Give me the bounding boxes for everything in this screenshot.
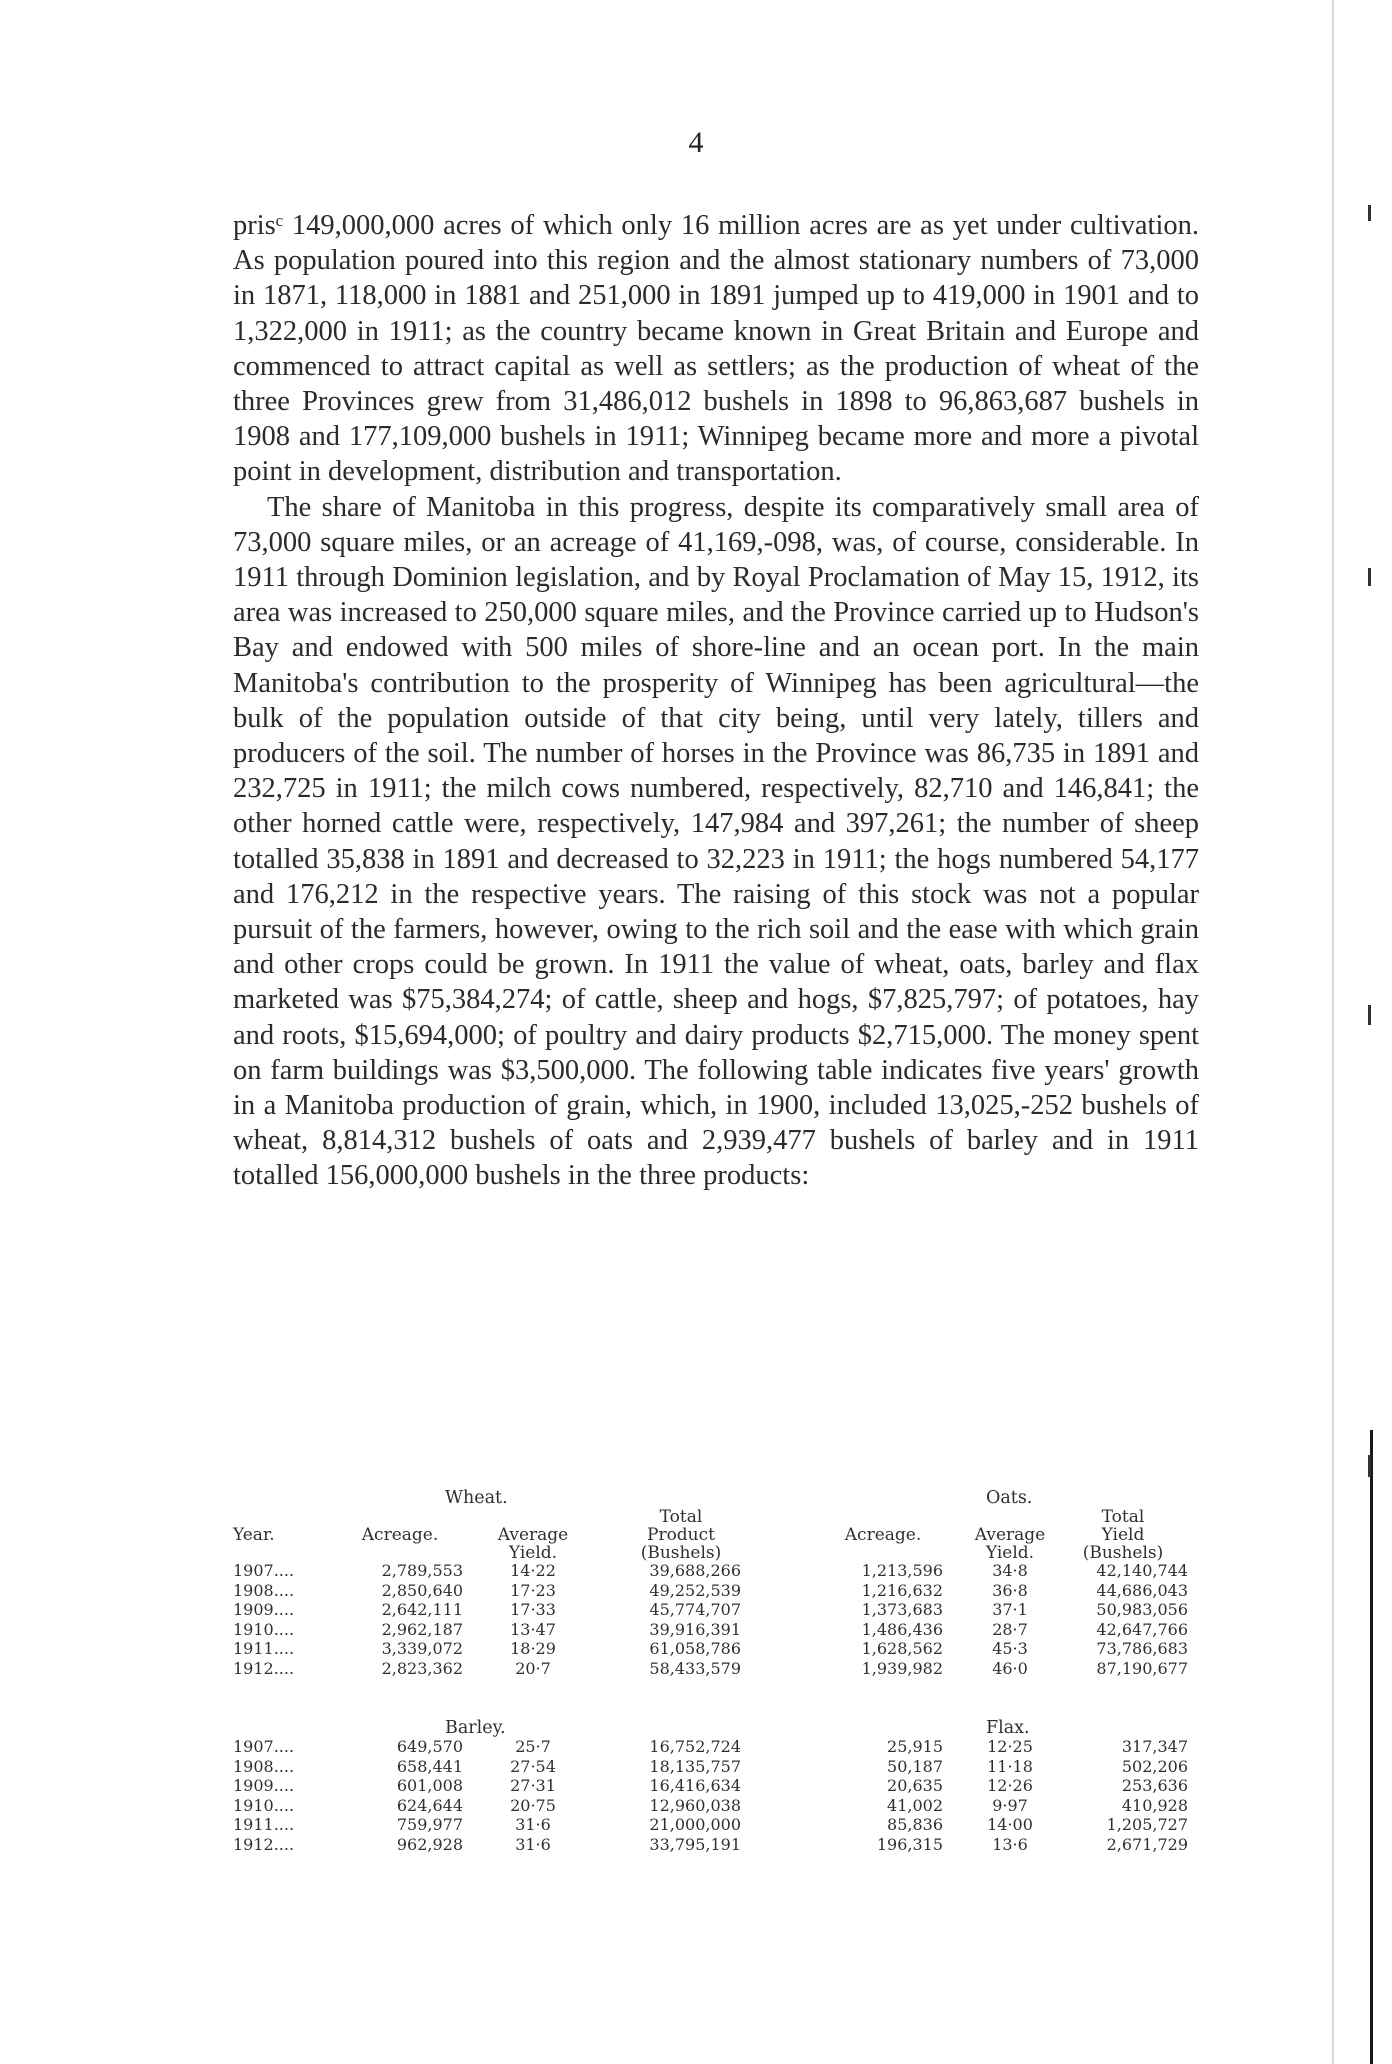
table-cell-o-avg: 28·7 bbox=[992, 1619, 1028, 1639]
wheat-group-title: Wheat. bbox=[445, 1488, 508, 1508]
table-cell-b-avg: 25·7 bbox=[515, 1737, 551, 1756]
table-cell-f-acre: 85,836 bbox=[887, 1815, 943, 1835]
page-number: 4 bbox=[688, 126, 704, 159]
table-cell-f-avg: 9·97 bbox=[992, 1795, 1028, 1815]
table-cell-w-avg: 17·23 bbox=[510, 1580, 556, 1600]
table-cell-w-acre: 3,339,072 bbox=[381, 1639, 463, 1659]
oats-group-title: Oats. bbox=[986, 1488, 1033, 1508]
table-cell-b-avg: 31·6 bbox=[515, 1815, 551, 1835]
table-cell-b-acre: 624,644 bbox=[396, 1795, 463, 1815]
table-cell-year: 1908.... bbox=[233, 1580, 295, 1600]
table-cell-f-acre: 41,002 bbox=[887, 1795, 943, 1815]
page-edge-shadow bbox=[1332, 0, 1334, 2064]
table-cell-b-acre: 649,570 bbox=[396, 1737, 463, 1756]
table-cell-year: 1908.... bbox=[233, 1756, 295, 1776]
barley-group-title: Barley. bbox=[445, 1718, 506, 1738]
paragraph: The share of Manitoba in this progress, despite its comparatively small area of 73,000 square miles, or an acreage of 41,169,-098, was, of course, considerable. In 1911 through Dominion legislation, and by Royal Proclamation of May 15, 1912, its area was increased to 250,000 square miles, and the Province carried up to Hudson's Bay and endowed with 500 miles of shore-line and an ocean port. In the main Manitoba's contribution to the prosperity of Winnipeg has been agricultural—the bulk of the population outside of that city being, until very lately, tillers and producers of the soil. The number of horses in the Province was 86,735 in 1891 and 232,725 in 1911; the milch cows numbered, respectively, 82,710 and 146,841; the other horned cattle were, respectively, 147,984 and 397,261; the number of sheep totalled 35,838 in 1891 and decreased to 32,223 in 1911; the hogs numbered 54,177 and 176,212 in the respective years. The raising of this stock was not a popular pursuit of the farmers, however, owing to the rich soil and the ease with which grain and other crops could be grown. In 1911 the value of wheat, oats, barley and flax marketed was $75,384,274; of cattle, sheep and hogs, $7,825,797; of potatoes, hay and roots, $15,694,000; of poultry and dairy products $2,715,000. The money spent on farm buildings was $3,500,000. The following table indicates five years' growth in a Manitoba production of grain, which, in 1900, included 13,025,-252 bushels of wheat, 8,814,312 bushels of oats and 2,939,477 bushels of barley and in 1911 totalled 156,000,000 bushels in the three products: bbox=[233, 491, 1199, 1192]
table-cell-f-total: 2,671,729 bbox=[1106, 1835, 1188, 1854]
table-cell-b-avg: 27·54 bbox=[510, 1756, 556, 1776]
column-header: Total bbox=[659, 1507, 703, 1527]
column-header: (Bushels) bbox=[640, 1543, 722, 1563]
table-cell-f-avg: 11·18 bbox=[987, 1756, 1033, 1776]
column-header: Average bbox=[974, 1525, 1046, 1545]
edge-mark bbox=[1368, 1455, 1371, 1477]
table-cell-b-avg: 31·6 bbox=[515, 1835, 551, 1854]
edge-mark bbox=[1368, 568, 1371, 586]
table-cell-o-avg: 36·8 bbox=[992, 1580, 1028, 1600]
table-cell-year: 1910.... bbox=[233, 1795, 295, 1815]
column-header: Yield bbox=[1101, 1525, 1145, 1545]
table-cell-w-total: 61,058,786 bbox=[649, 1639, 741, 1659]
paragraph: prisᶜ 149,000,000 acres of which only 16 million acres are as yet under cultivation. As population poured into this region and the almost stationary numbers of 73,000 in 1871, 118,000 in 1881 and 251,000 in 1891 jumped up to 419,000 in 1901 and to 1,322,000 in 1911; as the country became known in Great Britain and Europe and commenced to attract capital as well as settlers; as the production of wheat of the three Provinces grew from 31,486,012 bushels in 1898 to 96,863,687 bushels in 1908 and 177,109,000 bushels in 1911; Winnipeg became more and more a pivotal point in development, distribution and transportation. bbox=[233, 210, 1199, 488]
table-cell-o-total: 42,647,766 bbox=[1096, 1619, 1188, 1639]
table-cell-b-avg: 20·75 bbox=[510, 1795, 556, 1815]
table-cell-w-avg: 20·7 bbox=[515, 1659, 551, 1678]
table-cell-o-avg: 45·3 bbox=[992, 1639, 1028, 1659]
table-cell-year: 1911.... bbox=[233, 1815, 295, 1835]
table-cell-b-total: 21,000,000 bbox=[649, 1815, 741, 1835]
table-cell-year: 1911.... bbox=[233, 1639, 295, 1659]
table-cell-year: 1912.... bbox=[233, 1659, 295, 1678]
table-cell-f-avg: 12·25 bbox=[987, 1737, 1033, 1756]
table-cell-w-acre: 2,962,187 bbox=[381, 1619, 463, 1639]
column-header: Product bbox=[647, 1525, 715, 1545]
table-cell-f-total: 1,205,727 bbox=[1106, 1815, 1188, 1835]
column-header: Yield. bbox=[508, 1543, 558, 1563]
table-cell-b-acre: 962,928 bbox=[396, 1835, 463, 1854]
table-cell-w-acre: 2,850,640 bbox=[381, 1580, 463, 1600]
table-cell-b-total: 18,135,757 bbox=[649, 1756, 741, 1776]
table-cell-f-total: 317,347 bbox=[1121, 1737, 1188, 1756]
table-cell-year: 1909.... bbox=[233, 1776, 295, 1796]
table-cell-b-total: 16,416,634 bbox=[649, 1776, 741, 1796]
table-cell-w-total: 58,433,579 bbox=[649, 1659, 741, 1678]
table-cell-o-total: 44,686,043 bbox=[1096, 1580, 1188, 1600]
table-cell-w-avg: 17·33 bbox=[510, 1600, 556, 1620]
table-cell-o-avg: 34·8 bbox=[992, 1561, 1028, 1580]
table-cell-o-acre: 1,216,632 bbox=[861, 1580, 943, 1600]
table-cell-year: 1910.... bbox=[233, 1619, 295, 1639]
table-cell-w-total: 45,774,707 bbox=[649, 1600, 741, 1620]
table-cell-w-acre: 2,789,553 bbox=[381, 1561, 463, 1580]
table-cell-f-acre: 50,187 bbox=[887, 1756, 943, 1776]
table-cell-w-avg: 14·22 bbox=[510, 1561, 556, 1580]
table-cell-w-avg: 18·29 bbox=[510, 1639, 556, 1659]
table-cell-b-acre: 759,977 bbox=[396, 1815, 463, 1835]
table-cell-f-total: 502,206 bbox=[1121, 1756, 1188, 1776]
table-cell-w-total: 39,688,266 bbox=[649, 1561, 741, 1580]
column-header: (Bushels) bbox=[1082, 1543, 1164, 1563]
binding-edge-line bbox=[1370, 1430, 1373, 2064]
column-header: Acreage. bbox=[844, 1525, 922, 1545]
body-text bbox=[233, 208, 1199, 1194]
table-cell-b-acre: 658,441 bbox=[396, 1756, 463, 1776]
column-header: Yield. bbox=[985, 1543, 1035, 1563]
table-cell-o-acre: 1,486,436 bbox=[861, 1619, 943, 1639]
table-cell-w-acre: 2,642,111 bbox=[381, 1600, 463, 1620]
table-cell-b-acre: 601,008 bbox=[396, 1776, 463, 1796]
table-cell-b-avg: 27·31 bbox=[510, 1776, 556, 1796]
table-cell-f-acre: 25,915 bbox=[887, 1737, 943, 1756]
table-cell-b-total: 33,795,191 bbox=[649, 1835, 741, 1854]
table-cell-o-total: 87,190,677 bbox=[1096, 1659, 1188, 1678]
table-cell-o-total: 73,786,683 bbox=[1096, 1639, 1188, 1659]
table-cell-o-acre: 1,213,596 bbox=[861, 1561, 943, 1580]
table-cell-w-acre: 2,823,362 bbox=[381, 1659, 463, 1678]
edge-mark bbox=[1368, 205, 1371, 221]
table-cell-o-acre: 1,939,982 bbox=[861, 1659, 943, 1678]
column-header: Year. bbox=[233, 1525, 275, 1545]
column-header: Average bbox=[497, 1525, 569, 1545]
table-cell-o-total: 50,983,056 bbox=[1096, 1600, 1188, 1620]
flax-group-title: Flax. bbox=[986, 1718, 1030, 1738]
column-header: Acreage. bbox=[361, 1525, 439, 1545]
table-cell-o-avg: 37·1 bbox=[992, 1600, 1028, 1620]
table-cell-o-acre: 1,628,562 bbox=[861, 1639, 943, 1659]
table-cell-f-acre: 20,635 bbox=[887, 1776, 943, 1796]
table-cell-w-total: 39,916,391 bbox=[649, 1619, 741, 1639]
table-cell-f-avg: 14·00 bbox=[987, 1815, 1033, 1835]
table-cell-f-total: 253,636 bbox=[1121, 1776, 1188, 1796]
table-cell-o-total: 42,140,744 bbox=[1096, 1561, 1188, 1580]
table-cell-year: 1907.... bbox=[233, 1561, 295, 1580]
table-cell-o-avg: 46·0 bbox=[992, 1659, 1028, 1678]
table-cell-w-avg: 13·47 bbox=[510, 1619, 556, 1639]
column-header: Total bbox=[1101, 1507, 1145, 1527]
table-cell-f-acre: 196,315 bbox=[876, 1835, 943, 1854]
table-cell-year: 1912.... bbox=[233, 1835, 295, 1854]
table-cell-b-total: 16,752,724 bbox=[649, 1737, 741, 1756]
table-cell-year: 1907.... bbox=[233, 1737, 295, 1756]
table-cell-year: 1909.... bbox=[233, 1600, 295, 1620]
table-cell-f-avg: 12·26 bbox=[987, 1776, 1033, 1796]
table-cell-o-acre: 1,373,683 bbox=[861, 1600, 943, 1620]
table-cell-w-total: 49,252,539 bbox=[649, 1580, 741, 1600]
table-cell-f-total: 410,928 bbox=[1121, 1795, 1188, 1815]
edge-mark bbox=[1368, 1005, 1371, 1025]
table-cell-f-avg: 13·6 bbox=[992, 1835, 1028, 1854]
table-cell-b-total: 12,960,038 bbox=[649, 1795, 741, 1815]
